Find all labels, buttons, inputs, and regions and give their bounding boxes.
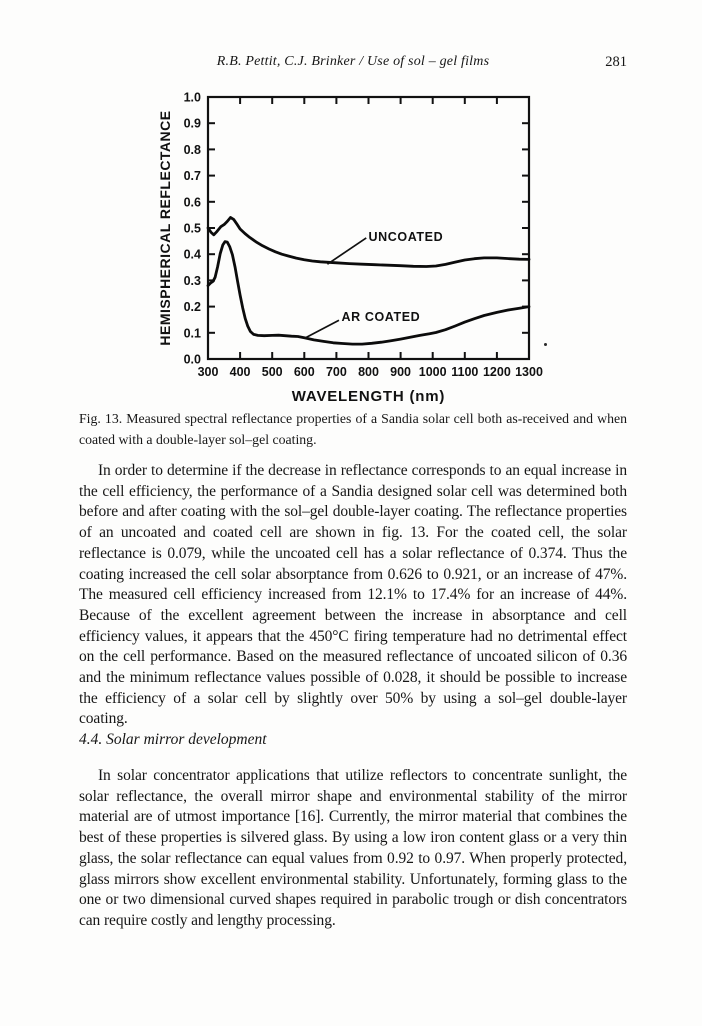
svg-text:800: 800: [358, 365, 379, 379]
svg-text:0.2: 0.2: [183, 300, 201, 315]
svg-text:0.4: 0.4: [183, 247, 201, 262]
paragraph-2: In solar concentrator applications that utilize reflectors to concentrate sunlight, the solar reflectance, the overall mirror shape and environmental stability of the mirror material are of utmost importance [16]. Currently, the mirror material that combines the best of these properties is silvered glass. By using a low iron content glass or a very thin glass, the solar reflectance can equal values from 0.92 to 0.97. When properly protected, glass mirrors show excellent environmental stability. Unfortunately, forming glass to the one or two dimensional curved shapes required in parabolic trough or dish concentrators can require costly and lengthy processing.: [79, 767, 627, 929]
svg-text:0.0: 0.0: [183, 352, 201, 367]
svg-text:HEMISPHERICAL REFLECTANCE: HEMISPHERICAL REFLECTANCE: [157, 110, 173, 346]
svg-text:1000: 1000: [418, 365, 447, 379]
svg-text:300: 300: [197, 365, 219, 379]
running-title: R.B. Pettit, C.J. Brinker / Use of sol – gel films: [216, 54, 490, 69]
reflectance-chart: [0, 85, 702, 407]
section-heading: 4.4. Solar mirror development: [79, 731, 267, 748]
svg-text:0.7: 0.7: [183, 169, 201, 184]
svg-text:0.3: 0.3: [183, 273, 201, 288]
svg-text:500: 500: [261, 365, 283, 379]
svg-text:1300: 1300: [515, 365, 543, 379]
svg-text:1100: 1100: [451, 365, 479, 379]
figure-caption: Fig. 13. Measured spectral reflectance properties of a Sandia solar cell both as-received and when coated with a double-layer sol–gel coating.: [79, 411, 627, 447]
svg-text:400: 400: [229, 365, 251, 379]
svg-text:1200: 1200: [482, 365, 511, 379]
svg-text:0.5: 0.5: [183, 221, 201, 236]
running-header: [79, 54, 627, 74]
svg-text:UNCOATED: UNCOATED: [368, 229, 444, 244]
svg-text:0.8: 0.8: [183, 142, 201, 157]
svg-text:0.9: 0.9: [183, 116, 201, 131]
page-number: 281: [605, 54, 627, 70]
svg-text:WAVELENGTH (nm): WAVELENGTH (nm): [291, 388, 446, 405]
paragraph-1: In order to determine if the decrease in reflectance corresponds to an equal increase in the cell efficiency, the performance of a Sandia designed solar cell was determined both before and after coating with the sol–gel double-layer coating. The reflectance properties of an uncoated and coated cell are shown in fig. 13. For the coated cell, the solar reflectance is 0.079, while the uncoated cell has a solar reflectance of 0.374. Thus the coating increased the cell solar absorptance from 0.626 to 0.921, or an increase of 47%. The measured cell efficiency increased from 12.1% to 17.4% for an increase of 44%. Because of the excellent agreement between the increase in absorptance and cell efficiency values, it appears that the 450°C firing temperature had no detrimental effect on the cell performance. Based on the measured reflectance of uncoated silicon of 0.36 and the minimum reflectance values possible of 0.028, it should be possible to increase the efficiency of a solar cell by slightly over 50% by using a sol–gel double-layer coating.: [79, 462, 627, 728]
svg-text:900: 900: [390, 365, 412, 379]
svg-text:0.1: 0.1: [183, 326, 201, 341]
svg-text:600: 600: [293, 365, 315, 379]
svg-text:0.6: 0.6: [183, 195, 201, 210]
ink-speck: [544, 343, 547, 346]
svg-text:700: 700: [325, 365, 347, 379]
svg-text:AR COATED: AR COATED: [341, 309, 421, 324]
svg-text:1.0: 1.0: [183, 90, 201, 105]
